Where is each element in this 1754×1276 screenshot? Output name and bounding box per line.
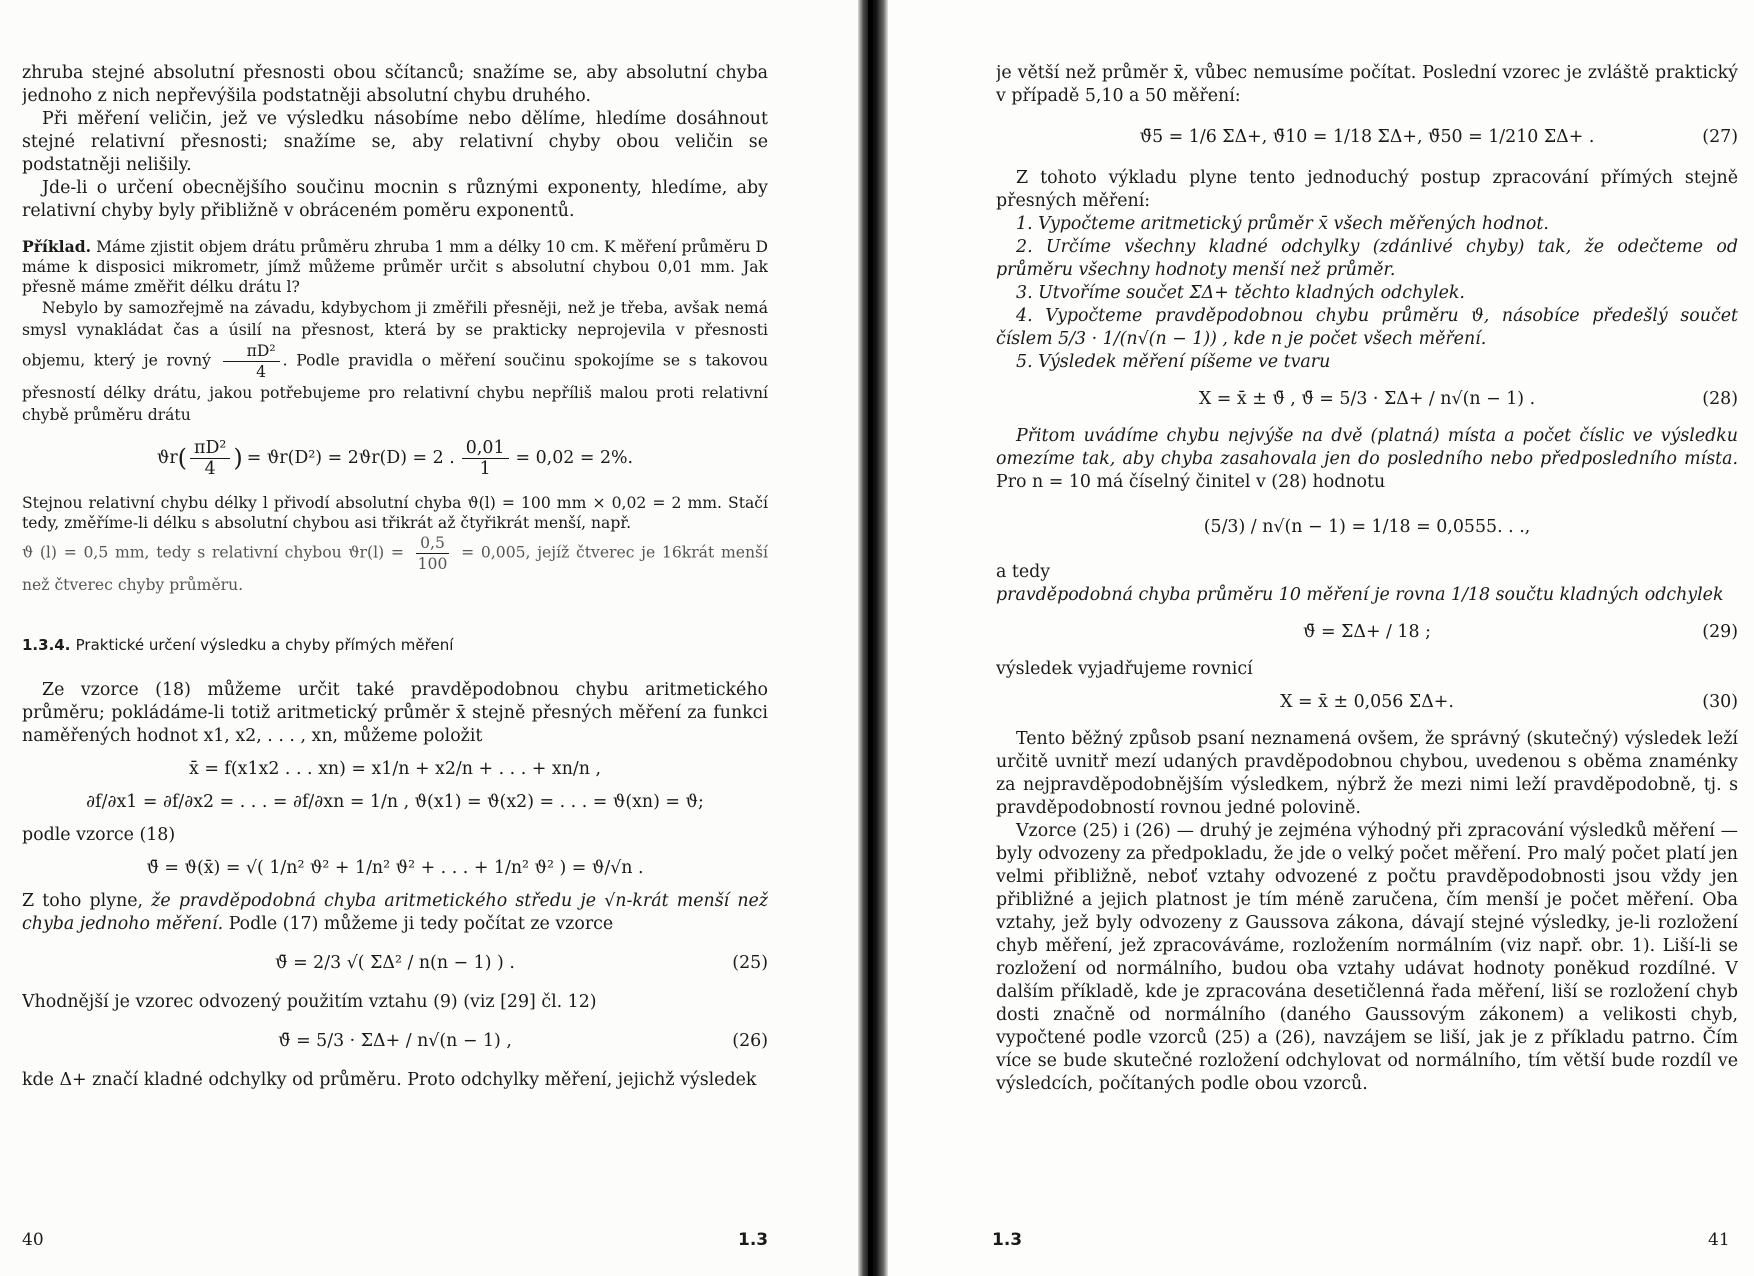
left-para-1: zhruba stejné absolutní přesnosti obou sčítanců; snažíme se, aby absolutní chyba jednoho z nich nepřevýšila podstatněji absolutní chybu druhého.	[22, 63, 768, 106]
left-section-ref: 1.3	[738, 1230, 769, 1250]
equation-25: ϑ̄ = 2/3 √( ΣΔ² / n(n − 1) ) . (25)	[275, 953, 768, 973]
equation-26-number: (26)	[732, 1031, 768, 1051]
example-text: Máme zjistit objem drátu průměru zhruba 1 mm a délky 10 cm. K měření průměru D máme k disposici mikrometr, jímž můžeme průměr určit s absolutní chybou 0,01 mm. Jak přesně máme změřit délku drátu l?	[22, 238, 768, 296]
equation-27: ϑ̄5 = 1/6 ΣΔ+, ϑ̄10 = 1/18 ΣΔ+, ϑ̄50 = 1/210 ΣΔ+ . (27)	[1139, 127, 1738, 147]
procedure-step-1: 1. Vypočteme aritmetický průměr x̄ všech měřených hodnot.	[1016, 214, 1549, 234]
volume-fraction: $\frac{\text{πD²}}{4}$	[223, 341, 280, 382]
left-para-7: Vhodnější je vzorec odvozený použitím vztahu (9) (viz [29] čl. 12)	[22, 992, 597, 1012]
right-para-3: Přitom uvádíme chybu nejvýše na dvě (platná) místa a počet číslic ve výsledku omezíme tak, aby chyba zasahovala jen do posledního nebo předposledního místa. Pro n = 10 má číselný činitel v (28) hodnotu	[996, 426, 1738, 492]
equation-29: ϑ̄ = ΣΔ+ / 18 ; (29)	[1303, 622, 1738, 642]
equation-partial-derivatives: ∂f/∂x1 = ∂f/∂x2 = . . . = ∂f/∂xn = 1/n , ϑ(x1) = ϑ(x2) = . . . = ϑ(xn) = ϑ;	[86, 792, 704, 812]
right-page	[888, 0, 1754, 1276]
equation-30-number: (30)	[1702, 692, 1738, 712]
right-para-6: výsledek vyjadřujeme rovnicí	[996, 659, 1253, 679]
procedure-steps	[996, 213, 1738, 374]
equation-mean: x̄ = f(x1x2 . . . xn) = x1/n + x2/n + . . . + xn/n ,	[188, 759, 602, 779]
left-para-same-error-2: ϑ (l) = 0,5 mm, tedy s relativní chybou ϑr(l) = $\frac{0,5}{100}$ = 0,005, jejíž čtverec je 16krát menší než čtverec chyby průměru.	[22, 534, 768, 594]
right-para-4: a tedy	[996, 562, 1051, 582]
procedure-step-5: 5. Výsledek měření píšeme ve tvaru	[1016, 352, 1331, 372]
right-page-content	[996, 62, 1738, 1216]
left-para-3: Jde-li o určení obecnějšího součinu mocnin s různými exponenty, hledíme, aby relativní chyby byly přibližně v obráceném poměru exponentů.	[22, 178, 768, 221]
right-para-2: Z tohoto výkladu plyne tento jednoduchý postup zpracování přímých stejně přesných měření:	[996, 168, 1738, 211]
left-page-content	[22, 62, 768, 1216]
equation-relative-error: ϑr ( $\frac{\text{πD²}}{4}$ ) = ϑr(D²) = 2ϑr(D) = 2 . $\frac{0,01}{1}$ = 0,02 = 2%.	[156, 438, 634, 479]
equation-27-number: (27)	[1702, 127, 1738, 147]
right-para-8: Vzorce (25) i (26) — druhý je zejména výhodný při zpracování výsledků měření — byly odvozeny za předpokladu, že jde o velký počet měření. Pro malý počet platí jen velmi přibližně, neboť vztahy odvozené z počtu pravděpodobnosti jsou vždy jen přibližné a jejich platnost je tím méně zaručena, čím menší je počet měření. Oba vztahy, jež byly odvozeny z Gaussova zákona, dávají stejné výsledky, je-li rozložení chyb měření, jež zpracováváme, rozložením normálním (viz např. obr. 1). Liší-li se rozložení od normálního, budou oba vztahy udávat hodnoty poněkud rozdílné. V dalším příkladě, kde je zpracována desetičlenná řada měření, liší se rozložení chyb dosti značně od normálního (daného Gaussovým zákonem) a velikosti chyb, vypočtené podle vzorců (25) a (26), navzájem se liší, jak je z příkladu patrno. Čím více se bude skutečné rozložení odchylovat od normálního, tím větší bude rozdíl ve výsledcích, počítaných podle obou vzorců.	[996, 821, 1738, 1094]
left-para-same-error: Stejnou relativní chybu délky l přivodí absolutní chyba ϑ(l) = 100 mm × 0,02 = 2 mm. Stačí tedy, změříme-li délku s absolutní chybou asi třikrát až čtyřikrát menší, např.	[22, 494, 768, 532]
equation-numeric-factor: (5/3) / n√(n − 1) = 1/18 = 0,0555. . .,	[1203, 517, 1531, 537]
right-page-number: 41	[1708, 1230, 1730, 1250]
equation-30: X = x̄ ± 0,056 ΣΔ+. (30)	[1280, 692, 1738, 712]
procedure-step-4: 4. Vypočteme pravděpodobnou chybu průměru ϑ, násobíce předešlý součet číslem 5/3 · 1/(n√(n − 1)) , kde n je počet všech měření.	[996, 306, 1738, 349]
example-text-2a: Nebylo by samozřejmě na závadu, kdybychom ji změřili přesněji, než je třeba, avšak nemá smysl vynakládat čas a úsilí na přesnost, která by se prakticky neprojevila v přesnosti objemu, který je rovný	[22, 299, 768, 370]
example-label: Příklad.	[22, 237, 92, 256]
right-section-ref: 1.3	[992, 1230, 1023, 1250]
left-para-5: podle vzorce (18)	[22, 825, 176, 845]
left-para-8: kde Δ+ značí kladné odchylky od průměru. Proto odchylky měření, jejichž výsledek	[22, 1070, 757, 1090]
equation-25-number: (25)	[732, 953, 768, 973]
left-page-number: 40	[22, 1230, 44, 1250]
left-para-6: Z toho plyne, že pravděpodobná chyba aritmetického středu je √n-krát menší než chyba jednoho měření. Podle (17) můžeme ji tedy počítat ze vzorce	[22, 891, 768, 934]
procedure-step-3: 3. Utvoříme součet ΣΔ+ těchto kladných odchylek.	[1016, 283, 1465, 303]
left-page	[0, 0, 858, 1276]
equation-theta-mean: ϑ̄ = ϑ(x̄) = √( 1/n² ϑ² + 1/n² ϑ² + . . . + 1/n² ϑ² ) = ϑ/√n .	[146, 858, 644, 878]
equation-26: ϑ̄ = 5/3 · ΣΔ+ / n√(n − 1) , (26)	[278, 1031, 768, 1051]
example-paragraph	[22, 237, 768, 297]
equation-28-number: (28)	[1702, 389, 1738, 409]
book-gutter	[858, 0, 888, 1276]
left-para-4: Ze vzorce (18) můžeme určit také pravděpodobnou chybu aritmetického průměru; pokládáme-li totiž aritmetický průměr x̄ stejně přesných měření za funkci naměřených hodnot x1, x2, . . . , xn, můžeme položit	[22, 680, 768, 746]
section-heading: 1.3.4. Praktické určení výsledku a chyby přímých měření	[22, 636, 454, 654]
example-paragraph-2	[22, 297, 768, 426]
equation-28: X = x̄ ± ϑ̄ , ϑ̄ = 5/3 · ΣΔ+ / n√(n − 1) . (28)	[1198, 389, 1738, 409]
procedure-step-2: 2. Určíme všechny kladné odchylky (zdánlivé chyby) tak, že odečteme od průměru všechny hodnoty menší než průměr.	[996, 237, 1738, 280]
example-text-2b: . Podle pravidla o měření součinu spokojíme se s takovou přesností délky drátu, jakou potřebujeme pro relativní chybu nepříliš malou proti relativní chybě průměru drátu	[22, 351, 768, 424]
right-para-1: je větší než průměr x̄, vůbec nemusíme počítat. Poslední vzorec je zvláště praktický v případě 5,10 a 50 měření:	[996, 63, 1738, 106]
right-para-5: pravděpodobná chyba průměru 10 měření je rovna 1/18 součtu kladných odchylek	[996, 585, 1724, 605]
right-para-7: Tento běžný způsob psaní neznamená ovšem, že správný (skutečný) výsledek leží určitě uvnitř mezí udaných pravděpodobnou chybou, uvedenou s oběma znaménky za nejpravděpodobnějším výsledkem, nýbrž že mezi nimi leží pravděpodobně, tj. s pravděpodobností rovnou jedné polovině.	[996, 729, 1738, 818]
equation-29-number: (29)	[1702, 622, 1738, 642]
left-para-2: Při měření veličin, jež ve výsledku násobíme nebo dělíme, hledíme dosáhnout stejné relativní přesnosti; snažíme se, aby relativní chyby obou veličin se podstatněji nelišily.	[22, 109, 768, 175]
